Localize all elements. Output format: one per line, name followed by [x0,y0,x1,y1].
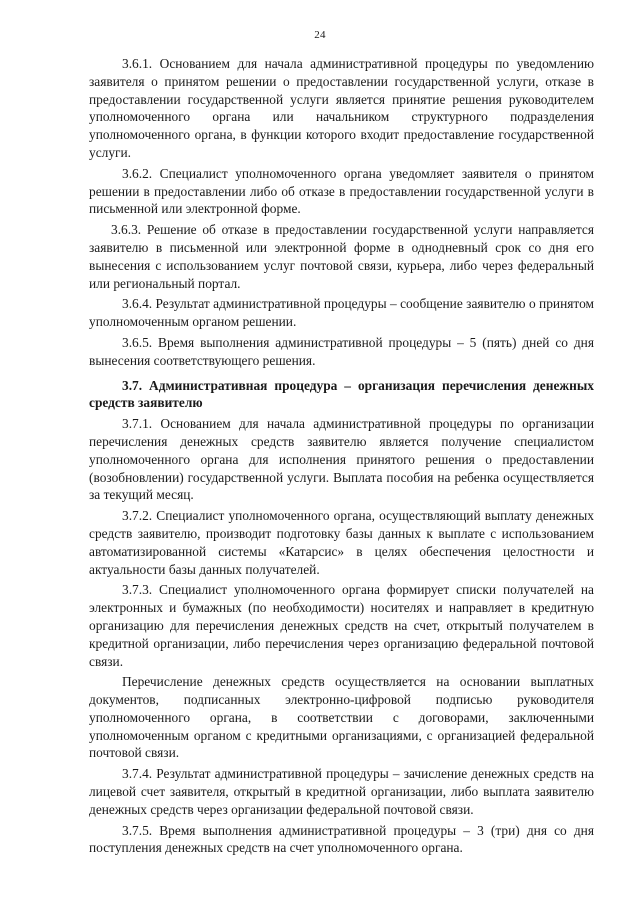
paragraph-3-6-1: 3.6.1. Основанием для начала административной процедуры по уведомлению заявителя о принятом решении о предоставлении государственной услуги, отказе в предоставлении государственной услуги является принятие решения руководителем уполномоченного органа или начальником структурного подразделения уполномоченного органа, в функции которого входит предоставление государственной услуги. [89,56,594,160]
paragraph-3-6-4: 3.6.4. Результат административной процедуры – сообщение заявителю о принятом уполномоченным органом решении. [89,296,594,330]
paragraph-3-7-1: 3.7.1. Основанием для начала административной процедуры по организации перечисления денежных средств заявителю является получение специалистом уполномоченного органа для исполнения принятого решения о предоставлении (возобновлении) государственной услуги. Выплата пособия на ребенка осуществляется за текущий месяц. [89,416,594,503]
paragraph-3-6-3: 3.6.3. Решение об отказе в предоставлении государственной услуги направляется заявителю в письменной или электронной форме в однодневный срок со дня его вынесения с использованием услуг почтовой связи, курьера, либо через федеральный или региональный портал. [89,222,594,291]
paragraph-3-7-3: 3.7.3. Специалист уполномоченного органа формирует списки получателей на электронных и бумажных (по необходимости) носителях и направляет в кредитную организацию для перечисления денежных средств на счет, открытый получателем в кредитной организации, либо перечисления через организацию федеральной почтовой связи. [89,582,594,669]
section-heading-3-7: 3.7. Административная процедура – организация перечисления денежных средств заявителю [89,377,594,411]
paragraph-3-7-5: 3.7.5. Время выполнения административной процедуры – 3 (три) дня со дня поступления денежных средств на счет уполномоченного органа. [89,822,594,856]
paragraph-3-7-4: 3.7.4. Результат административной процедуры – зачисление денежных средств на лицевой счет заявителя, открытый в кредитной организации, либо выплата заявителю денежных средств через организации федеральной почтовой связи. [89,766,594,817]
paragraph-3-6-2: 3.6.2. Специалист уполномоченного органа уведомляет заявителя о принятом решении в предоставлении либо об отказе в предоставлении государственной услуги в письменной или электронной форме. [89,165,594,217]
paragraph-3-6-5: 3.6.5. Время выполнения административной процедуры – 5 (пять) дней со дня вынесения соответствующего решения. [89,334,594,368]
paragraph-transfer: Перечисление денежных средств осуществляется на основании выплатных документов, подписанных электронно-цифровой подписью руководителя уполномоченного органа, в соответствии с договорами, заключенными уполномоченным органом с кредитными организациями, с организацией федеральной почтовой связи. [89,674,594,761]
paragraph-3-7-2: 3.7.2. Специалист уполномоченного органа, осуществляющий выплату денежных средств заявителю, производит подготовку базы данных к выплате с использованием автоматизированной системы «Катарсис» в целях обеспечения целостности и актуальности базы данных получателей. [89,508,594,577]
page-number: 24 [314,29,326,41]
document-body [89,55,594,860]
